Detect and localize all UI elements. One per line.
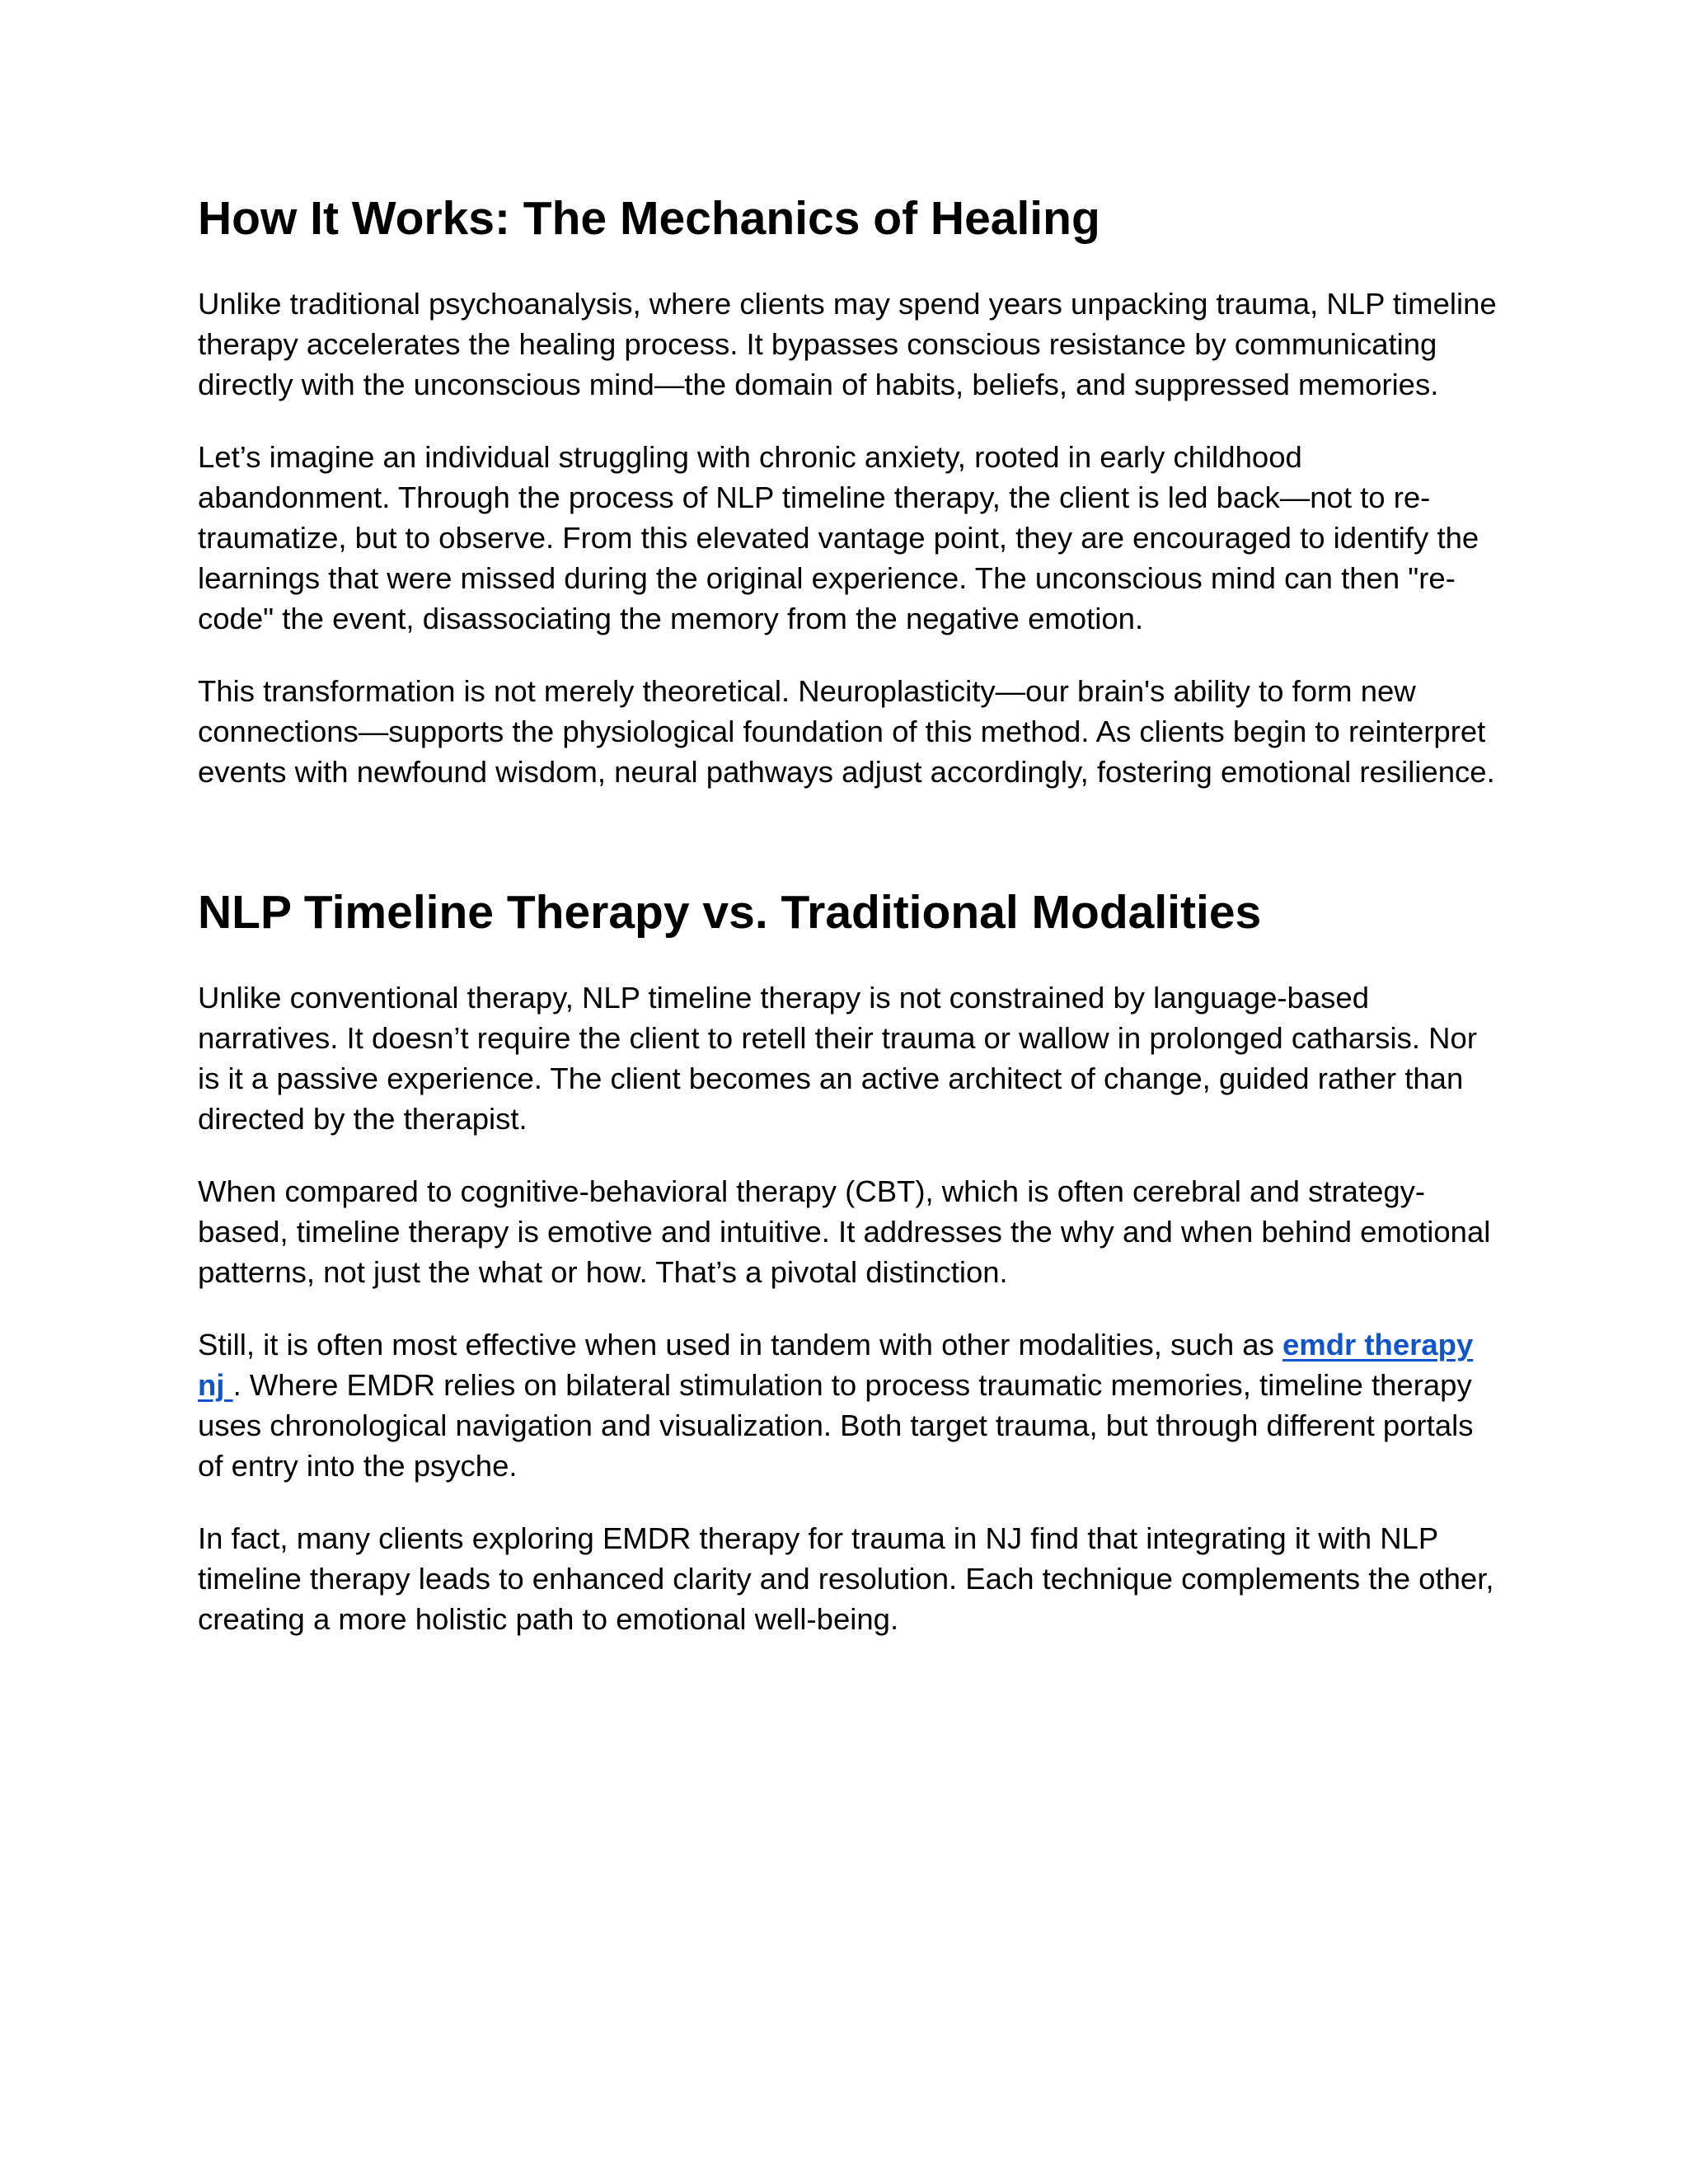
paragraph-text-before-link: Still, it is often most effective when used in tandem with other modalities, such as xyxy=(198,1328,1282,1361)
paragraph: In fact, many clients exploring EMDR therapy for trauma in NJ find that integrating it with NLP timeline therapy leads to enhanced clarity and resolution. Each technique complements the other, creating a more holistic path to emotional well-being. xyxy=(198,1521,1494,1636)
paragraph: Unlike conventional therapy, NLP timeline therapy is not constrained by language-based narratives. It doesn’t require the client to retell their trauma or wallow in prolonged catharsis. Nor is it a passive experience. The client becomes an active architect of change, guided rather than directed by the therapist. xyxy=(198,981,1477,1136)
paragraph: Unlike traditional psychoanalysis, where clients may spend years unpacking trauma, NLP timeline therapy accelerates the healing process. It bypasses conscious resistance by communicating directly with the unconscious mind—the domain of habits, beliefs, and suppressed memories. xyxy=(198,287,1497,401)
section-heading: NLP Timeline Therapy vs. Traditional Modalities xyxy=(198,886,1262,939)
section-heading: How It Works: The Mechanics of Healing xyxy=(198,192,1100,245)
emdr-therapy-nj-link[interactable]: emdr therapy nj xyxy=(198,1328,1474,1402)
paragraph-text-after-link: . Where EMDR relies on bilateral stimulation to process traumatic memories, timeline therapy uses chronological navigation and visualization. Both target trauma, but through different portals of entry into the psyche. xyxy=(198,1368,1474,1483)
document-body xyxy=(198,191,1500,1671)
section-how-it-works xyxy=(198,191,1500,792)
paragraph: Let’s imagine an individual struggling with chronic anxiety, rooted in early childhood abandonment. Through the process of NLP timeline therapy, the client is led back—not to re-traumatize, but to observe. From this elevated vantage point, they are encouraged to identify the learnings that were missed during the original experience. The unconscious mind can then "re-code" the event, disassociating the memory from the negative emotion. xyxy=(198,440,1479,635)
paragraph-with-link xyxy=(198,1324,1500,1486)
paragraph: When compared to cognitive-behavioral therapy (CBT), which is often cerebral and strategy-based, timeline therapy is emotive and intuitive. It addresses the why and when behind emotional patterns, not just the what or how. That’s a pivotal distinction. xyxy=(198,1174,1491,1289)
paragraph: This transformation is not merely theoretical. Neuroplasticity—our brain's ability to form new connections—supports the physiological foundation of this method. As clients begin to reinterpret events with newfound wisdom, neural pathways adjust accordingly, fostering emotional resilience. xyxy=(198,674,1495,789)
section-nlp-vs-traditional xyxy=(198,885,1500,1639)
